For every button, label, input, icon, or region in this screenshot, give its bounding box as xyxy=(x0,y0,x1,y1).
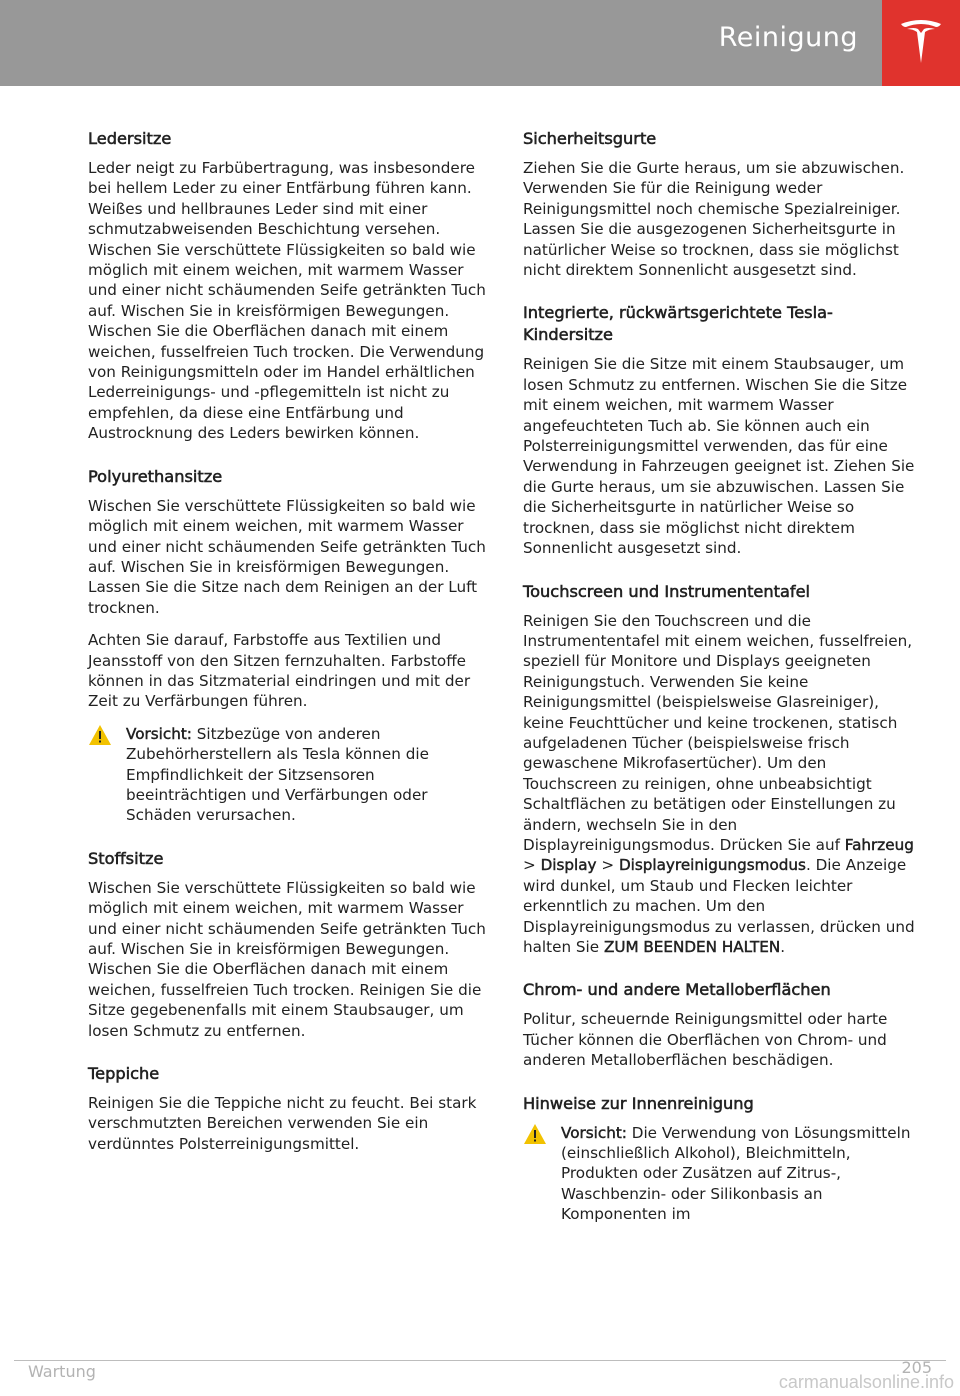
caution-text: Sitzbezüge von anderen Zubehörherstellern als Tesla können die Empfindlichkeit der Sitzsensoren beeinträchtigen und Verfärbungen oder Schäden verursachen. xyxy=(126,724,429,825)
section-title: Teppiche xyxy=(88,1064,160,1084)
caution-text: Die Verwendung von Lösungsmitteln (einschließlich Alkohol), Bleichmitteln, Produkten oder Zusätzen auf Zitrus-, Waschbenzin- oder Silikonbasis an Komponenten im xyxy=(561,1123,911,1224)
footer-section: Wartung xyxy=(28,1362,96,1381)
page-number: 205 xyxy=(901,1358,932,1377)
section-chrome xyxy=(523,979,921,1070)
caution-note xyxy=(88,724,486,826)
menu-display: Display xyxy=(540,856,597,875)
section-title: Ledersitze xyxy=(88,129,172,148)
section-text: Reinigen Sie den Touchscreen und die Instrumententafel mit einem weichen, fusselfreien, speziell für Monitore und Displays geeigneten Reinigungstuch. Verwenden Sie keine Reinigungsmittel (beispielsweise Glasreiniger), keine Feuchttücher und keine trockenen, statisch aufgeladenen Tücher (beispielsweise frisch gewaschene Mikrofasertücher). Um den Touchscreen zu reinigen, ohne unbeabsichtigt Schaltflächen zu betätigen oder Einstellungen zu ändern, wechseln Sie in den Displayreinigungsmodus. Drücken Sie auf Fahrzeug > Display > Displayreinigungsmodus. Die Anzeige wird dunkel, um Staub und Flecken leichter erkenntlich zu machen. Um den Displayreinigungsmodus zu verlassen, drücken und halten Sie ZUM BEENDEN HALTEN. xyxy=(523,611,915,956)
section-title: Chrom- und andere Metalloberflächen xyxy=(523,980,831,1000)
section-title: Touchscreen und Instrumententafel xyxy=(523,581,811,601)
right-column xyxy=(523,128,921,1247)
section-text: Politur, scheuernde Reinigungsmittel oder harte Tücher können die Oberflächen von Chrom- und anderen Metalloberflächen beschädigen. xyxy=(523,1010,888,1070)
page-title: Reinigung xyxy=(718,22,858,53)
page-header xyxy=(0,0,960,86)
menu-vehicle: Fahrzeug xyxy=(844,835,914,854)
caution-label: Vorsicht: xyxy=(126,724,192,743)
section-leather-seats xyxy=(88,128,486,444)
hold-to-exit-label: ZUM BEENDEN HALTEN xyxy=(603,938,781,956)
watermark: carmanualsonline.info xyxy=(778,1372,954,1392)
section-touchscreen xyxy=(523,581,921,958)
section-text: Reinigen Sie die Sitze mit einem Staubsauger, um losen Schmutz zu entfernen. Wischen Sie die Sitze mit einem weichen, mit warmem Wasser angefeuchteten Tuch ab. Sie können auch ein Polsterreinigungsmittel verwenden, das für eine Verwendung in Fahrzeugen geeignet ist. Ziehen Sie die Gurte heraus, um sie abzuwischen. Lassen Sie die Sicherheitsgurte in natürlicher Weise so trocknen, dass sie möglichst nicht direktem Sonnenlicht ausgesetzt sind. xyxy=(523,355,915,558)
section-polyurethane-seats xyxy=(88,466,486,826)
section-interior-notes xyxy=(523,1093,921,1225)
section-text: Leder neigt zu Farbübertragung, was insbesondere bei hellem Leder zu einer Entfärbung führen kann. Weißes und hellbraunes Leder sind mit einer schmutzabweisenden Beschichtung versehen. Wischen Sie verschüttete Flüssigkeiten so bald wie möglich mit einem weichen, mit warmem Wasser und einer nicht schäumenden Seife getränkten Tuch auf. Wischen Sie in kreisförmigen Bewegungen. Wischen Sie die Oberflächen danach mit einem weichen, fusselfreien Tuch trocken. Die Verwendung von Reinigungsmitteln oder im Handel erhältlichen Lederreinigungs- und -pflegemitteln ist nicht zu empfehlen, da diese eine Entfärbung und Austrocknung des Leders bewirken können. xyxy=(88,159,486,443)
menu-display-clean-mode: Displayreinigungsmodus xyxy=(618,856,806,875)
section-child-seats xyxy=(523,302,921,558)
logo-box xyxy=(882,0,960,86)
section-title: Hinweise zur Innenreinigung xyxy=(523,1093,754,1113)
footer-divider xyxy=(14,1360,946,1361)
section-text: Wischen Sie verschüttete Flüssigkeiten so bald wie möglich mit einem weichen, mit warmem Wasser und einer nicht schäumenden Seife getränkten Tuch auf. Wischen Sie in kreisförmigen Bewegungen. Wischen Sie die Oberflächen danach mit einem weichen, fusselfreien Tuch trocken. Reinigen Sie die Sitze gegebenenfalls mit einem Staubsauger, um losen Schmutz zu entfernen. xyxy=(88,878,486,1040)
section-text: Reinigen Sie die Teppiche nicht zu feucht. Bei stark verschmutzten Bereichen verwenden Sie ein verdünntes Polsterreinigungsmittel. xyxy=(88,1094,477,1153)
section-title: Stoffsitze xyxy=(88,848,164,868)
caution-label: Vorsicht: xyxy=(561,1123,627,1142)
section-text: Wischen Sie verschüttete Flüssigkeiten so bald wie möglich mit einem weichen, mit warmem Wasser und einer nicht schäumenden Seife getränkten Tuch auf. Wischen Sie in kreisförmigen Bewegungen. Lassen Sie die Sitze nach dem Reinigen an der Luft trocknen. xyxy=(88,496,486,617)
left-column xyxy=(88,128,486,1176)
tesla-logo-icon xyxy=(898,15,944,67)
section-title: Integrierte, rückwärtsgerichtete Tesla-Kindersitze xyxy=(523,303,833,345)
section-title: Polyurethansitze xyxy=(88,466,223,486)
warning-icon xyxy=(523,1123,547,1145)
section-fabric-seats xyxy=(88,848,486,1041)
section-carpets xyxy=(88,1063,486,1154)
section-text: Ziehen Sie die Gurte heraus, um sie abzuwischen. Verwenden Sie für die Reinigung weder Reinigungsmittel noch chemische Spezialreiniger. Lassen Sie die ausgezogenen Sicherheitsgurte in natürlicher Weise so trocknen, dass sie möglichst nicht direktem Sonnenlicht ausgesetzt sind. xyxy=(523,159,905,280)
section-seat-belts xyxy=(523,128,921,280)
warning-icon xyxy=(88,724,112,746)
caution-note xyxy=(523,1123,921,1225)
section-title: Sicherheitsgurte xyxy=(523,129,657,148)
section-text: Achten Sie darauf, Farbstoffe aus Textilien und Jeansstoff von den Sitzen fernzuhalten. Farbstoffe können in das Sitzmaterial eindringen und mit der Zeit zu Verfärbungen führen. xyxy=(88,631,471,711)
